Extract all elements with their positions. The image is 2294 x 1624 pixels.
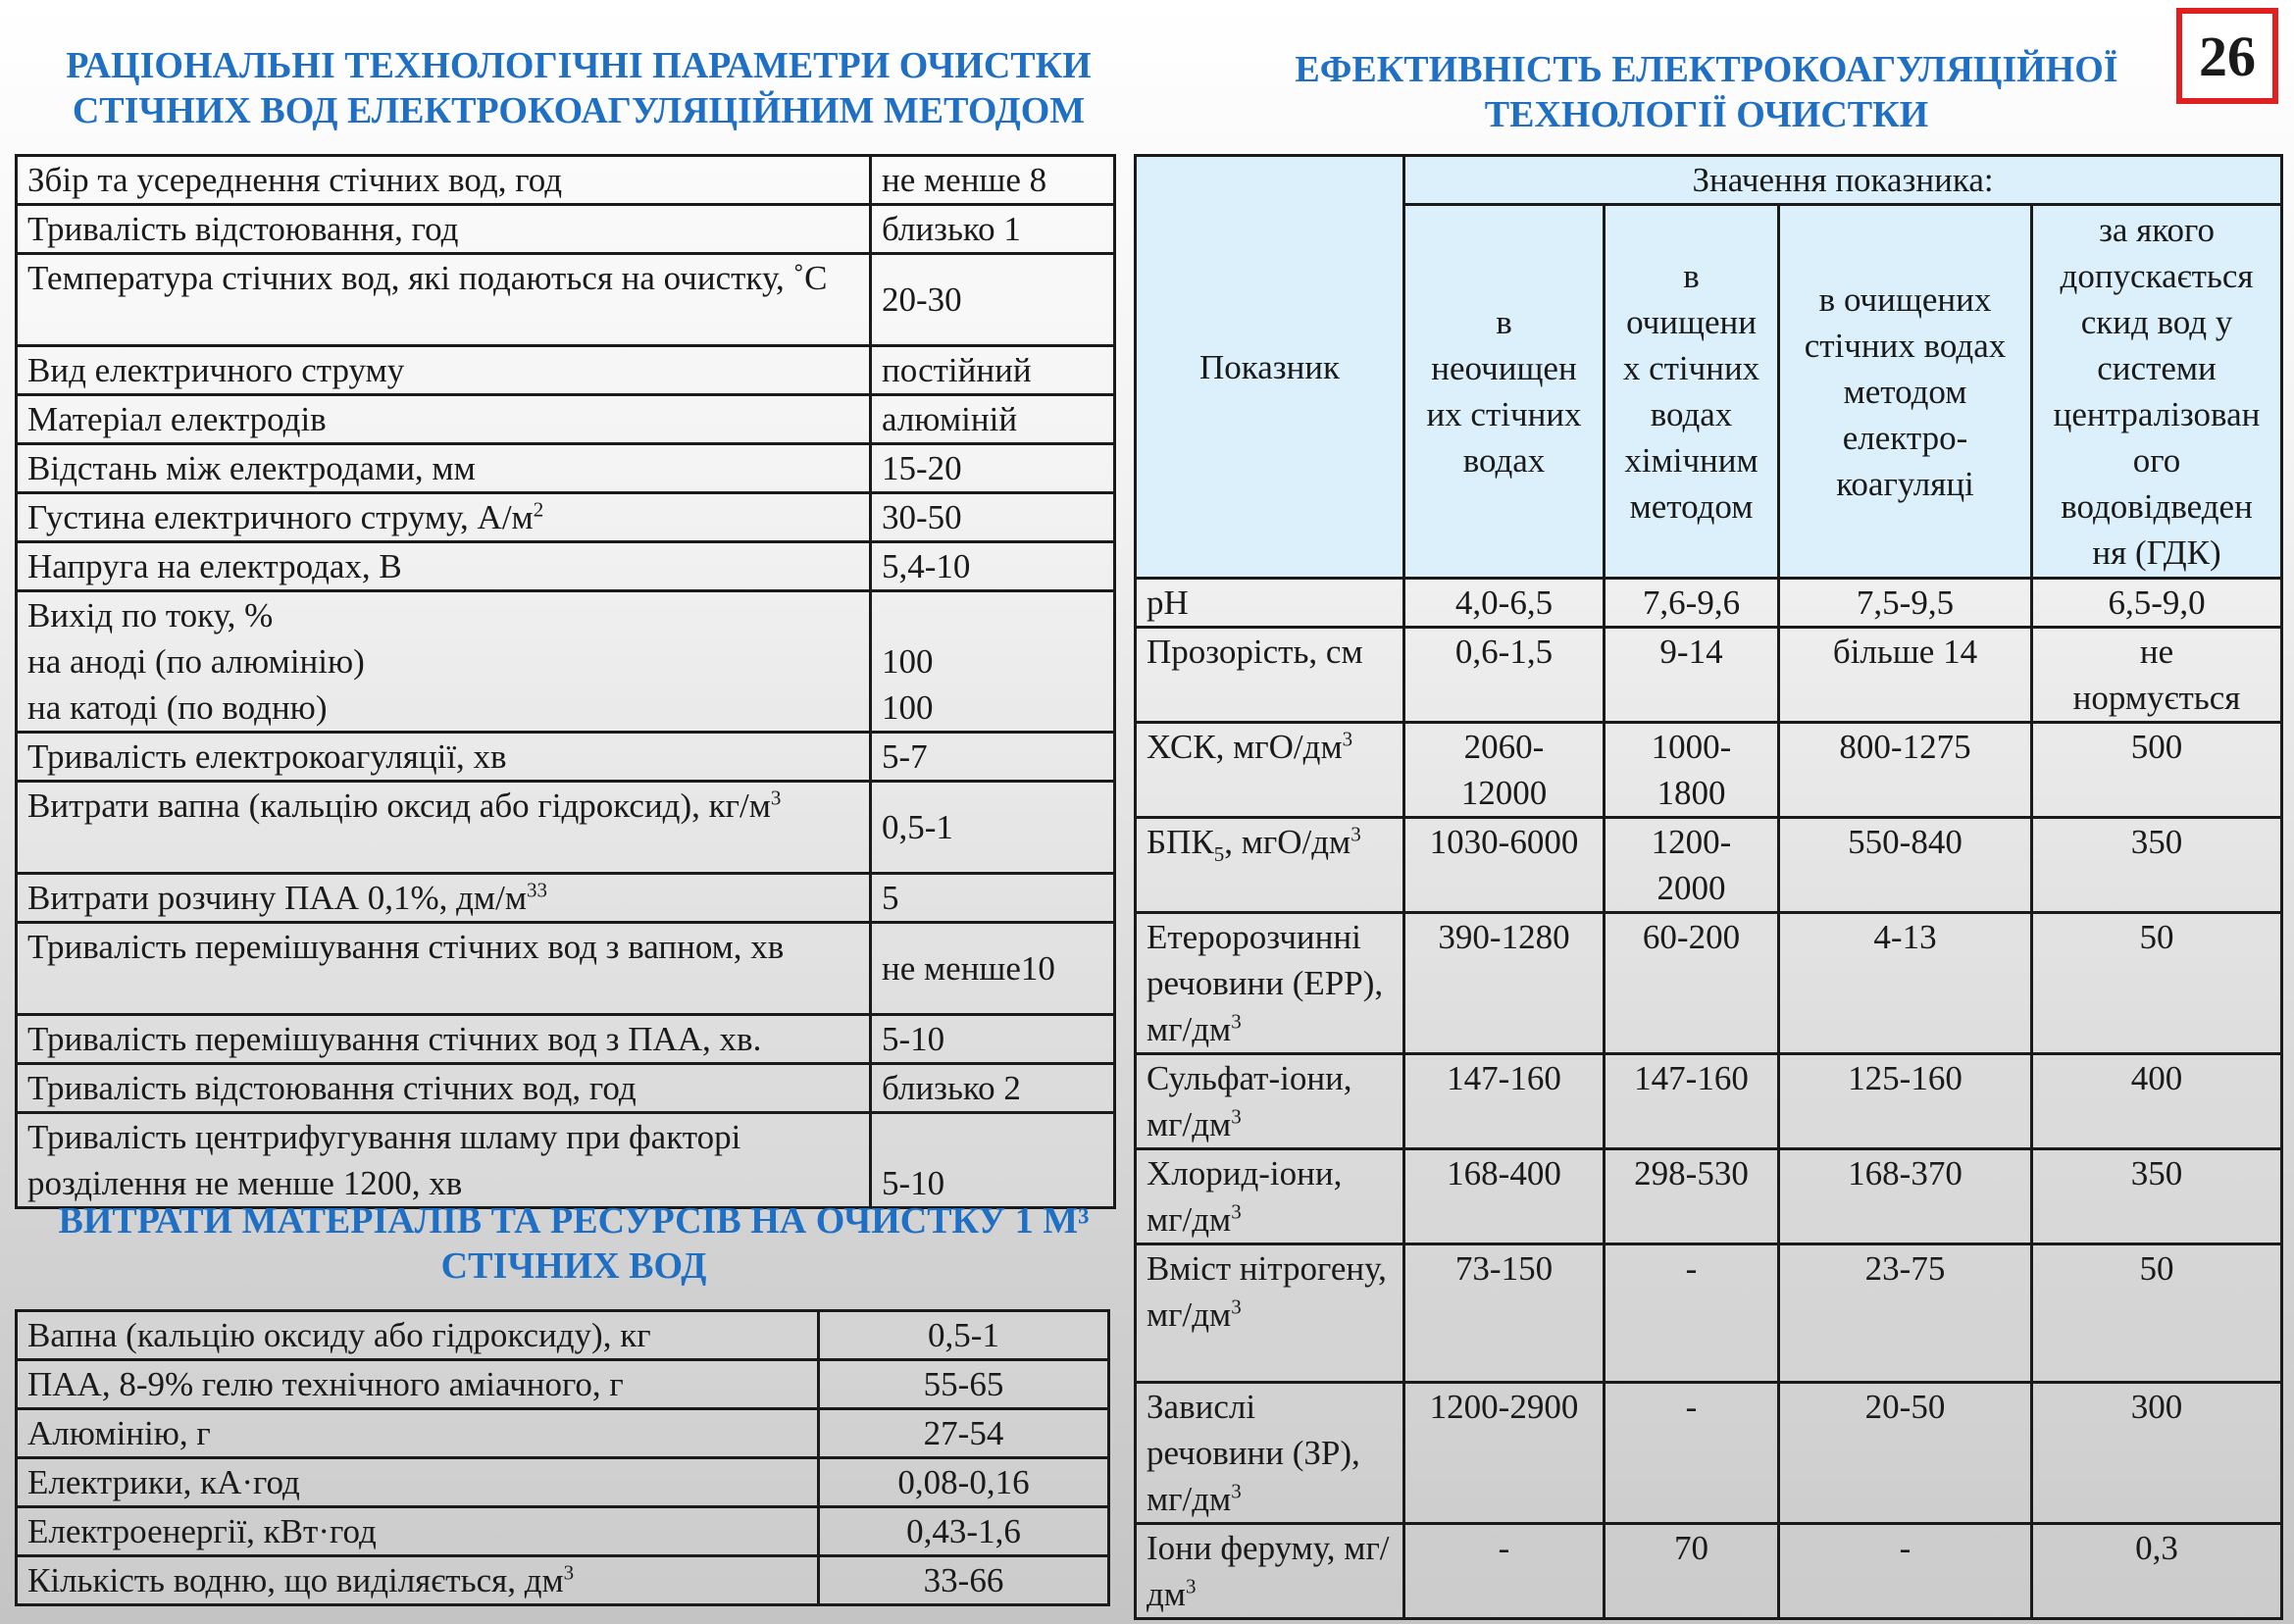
indicator-name [1136,579,1404,628]
value-line: - [1685,1388,1698,1426]
value-line: 73-150 [1454,1249,1554,1288]
header-col-line: ня (ГДК) [2092,533,2221,572]
value-line: 500 [2130,728,2183,766]
indicator-value [1779,579,2032,628]
efficiency-row [1136,1383,2282,1524]
header-col-line: коагуляці [1836,464,1974,503]
header-col-line: водах [1462,441,1546,480]
param-value [871,1015,1115,1064]
param-name [17,591,871,733]
indicator-value [1605,1149,1779,1244]
efficiency-row [1136,1244,2282,1383]
param-value-text: близько 1 [882,210,1021,248]
cell-text: Витрати розчину ПАА 0,1%, дм [27,879,496,917]
resource-name [17,1507,819,1556]
indicator-name [1136,723,1404,818]
params-row [17,444,1115,493]
value-line: 20-50 [1864,1388,1946,1426]
params-heading [39,43,1118,133]
param-value-text: 30-50 [882,498,962,536]
params-row [17,346,1115,395]
value-line: 60-200 [1642,918,1741,956]
cell-text: Хлорид-іони, мг/дм [1147,1154,1343,1239]
indicator-value [2032,1524,2282,1619]
indicator-value [1404,628,1605,723]
param-name [17,395,871,444]
header-col-line: ого [2132,441,2181,480]
indicator-value [1404,818,1605,913]
indicator-value [2032,628,2282,723]
indicator-value [1605,1383,1779,1524]
cell-text: Збір та усереднення стічних вод, год [27,161,563,199]
indicator-value [1779,723,2032,818]
value-line: 7,6-9,6 [1642,584,1741,622]
cell-text: Витрати вапна (кальцію оксид або гідроксид), кг/м [27,787,771,825]
superscript: 3 [563,1560,575,1585]
value-line: 12000 [1460,774,1548,812]
params-row [17,923,1115,1015]
value-line: 147-160 [1447,1059,1561,1097]
cell-text: Тривалість відстоювання стічних вод, год [27,1069,637,1107]
value-line: не [2139,633,2174,671]
cell-text: ПАА, 8-9% гелю технічного аміачного, г [27,1365,624,1403]
cell-text: Завислі речовини (ЗР), мг/дм [1147,1388,1360,1518]
param-value-line: 100 [882,688,934,727]
indicator-value [1779,1054,2032,1149]
value-line: 70 [1674,1529,1708,1567]
cell-text: Вапна (кальцію оксиду або гідроксиду), кг [27,1316,651,1354]
params-heading-line2: СТІЧНИХ ВОД ЕЛЕКТРОКОАГУЛЯЦІЙНИМ МЕТОДОМ [72,90,1086,131]
resource-name [17,1458,819,1507]
params-row [17,542,1115,591]
cell-text: рН [1147,584,1189,622]
indicator-value [1404,1149,1605,1244]
value-line: 125-160 [1848,1059,1963,1097]
header-col-line: в [1496,303,1512,341]
indicator-value [1779,1383,2032,1524]
params-row [17,395,1115,444]
indicator-name [1136,1524,1404,1619]
value-line: 800-1275 [1839,728,1971,766]
cell-text: Тривалість відстоювання, год [27,210,459,248]
value-line: 0,6-1,5 [1454,633,1554,671]
resources-table [15,1309,1110,1606]
value-line: 0,3 [2135,1529,2178,1567]
indicator-value [2032,1054,2282,1149]
params-row [17,493,1115,542]
page-number: 26 [2176,8,2278,104]
header-col-line: централізован [2053,395,2261,433]
param-name [17,156,871,205]
value-line: 1030-6000 [1429,823,1579,861]
indicator-value [2032,913,2282,1054]
value-line: 550-840 [1848,823,1963,861]
superscript: 3 [536,878,547,902]
indicator-name [1136,1054,1404,1149]
param-value [871,493,1115,542]
indicator-value [1779,818,2032,913]
resource-row [17,1507,1109,1556]
header-col-line: за якого [2099,211,2215,249]
resource-row [17,1311,1109,1360]
indicator-value [2032,818,2282,913]
cell-text: Кількість водню, що виділяється, дм [27,1561,564,1599]
param-value-text: 5 [882,879,899,917]
param-value [871,782,1115,874]
cell-text: Електрики, кА·год [27,1463,300,1501]
cell-text: Тривалість центрифугування шламу при факторі розділення не менше 1200, хв [27,1118,741,1202]
param-value-text: 0,5-1 [882,808,953,846]
params-row [17,156,1115,205]
cell-text: Вміст нітрогену, мг/дм [1147,1249,1387,1334]
resource-value: 27-54 [819,1409,1109,1458]
efficiency-row [1136,913,2282,1054]
value-line: 1000- [1651,728,1732,766]
superscript: 3 [1231,1294,1242,1319]
param-name [17,493,871,542]
param-name [17,923,871,1015]
value-line: 50 [2139,918,2174,956]
cell-text: Напруга на електродах, В [27,547,402,585]
header-col-line: их стічних [1426,395,1582,433]
indicator-value [1779,1244,2032,1383]
param-name [17,1113,871,1208]
header-col-line: очищени [1626,303,1757,341]
param-value [871,1113,1115,1208]
param-value [871,874,1115,923]
resource-value: 0,08-0,16 [819,1458,1109,1507]
cell-text: Тривалість перемішування стічних вод з ПАА, хв. [27,1020,762,1058]
param-value-text: не менше 8 [882,161,1047,199]
cell-text: Відстань між електродами, мм [27,449,476,487]
value-line: 300 [2130,1388,2183,1426]
param-value [871,395,1115,444]
indicator-value [1605,913,1779,1054]
superscript: 3 [526,878,537,902]
value-line: 1200- [1651,823,1732,861]
param-value [871,542,1115,591]
value-line: 298-530 [1634,1154,1749,1193]
header-indicator: Показник [1136,156,1404,579]
header-col-line: х стічних [1622,349,1760,387]
cell-text: Густина електричного струму, А/м [27,498,534,536]
params-row [17,1064,1115,1113]
value-line: 1200-2900 [1429,1388,1579,1426]
param-name-line: на аноді (по алюмінію) [27,642,365,681]
value-line: більше 14 [1832,633,1978,671]
header-col-untreated [1404,205,1605,579]
header-col-chemical [1605,205,1779,579]
superscript: 3 [1231,1009,1242,1034]
param-name [17,346,871,395]
param-value [871,1064,1115,1113]
resource-value: 33-66 [819,1556,1109,1605]
superscript: 2 [533,497,544,522]
indicator-value [1779,1149,2032,1244]
cell-text: Вид електричного струму [27,351,405,389]
params-row [17,782,1115,874]
param-name-line: на катоді (по водню) [27,688,328,727]
resource-value: 0,43-1,6 [819,1507,1109,1556]
cell-text-mid: /м [495,879,527,917]
resource-row [17,1458,1109,1507]
param-name [17,1064,871,1113]
header-col-line: в [1683,257,1700,295]
efficiency-row [1136,579,2282,628]
efficiency-row [1136,1149,2282,1244]
param-value [871,733,1115,782]
header-col-limit [2032,205,2282,579]
resource-row [17,1409,1109,1458]
header-col-line: методом [1629,487,1754,526]
resource-row [17,1360,1109,1409]
indicator-value [2032,1149,2282,1244]
superscript: 3 [1185,1574,1197,1599]
cell-text: БПК [1147,823,1214,861]
value-line: 350 [2130,823,2183,861]
header-col-line: електро- [1842,418,1968,457]
param-value-text: алюміній [882,400,1018,438]
param-value-line: 100 [882,642,934,681]
param-name [17,874,871,923]
cell-text-mid: , мгО/дм [1224,823,1351,861]
value-line: 4,0-6,5 [1454,584,1554,622]
superscript: 3 [1231,1479,1242,1503]
param-value-text: 5-10 [882,1020,945,1058]
value-line: 168-370 [1848,1154,1963,1193]
value-line: 2000 [1657,869,1726,907]
header-col-line: водовідведен [2061,487,2253,526]
indicator-name [1136,913,1404,1054]
param-value-text: 20-30 [882,280,962,319]
param-value [871,346,1115,395]
header-col-line: стічних водах [1804,326,2007,365]
params-row [17,205,1115,254]
value-line: 7,5-9,5 [1856,584,1955,622]
indicator-value [1779,1524,2032,1619]
param-value-text: 5-10 [882,1164,945,1202]
resource-name [17,1409,819,1458]
efficiency-heading [1265,47,2148,137]
param-value [871,923,1115,1015]
value-line: - [1899,1529,1912,1567]
param-name [17,254,871,346]
value-line: 168-400 [1447,1154,1561,1193]
indicator-value [1404,1383,1605,1524]
resource-value: 55-65 [819,1360,1109,1409]
params-row [17,1113,1115,1208]
indicator-value [1605,1054,1779,1149]
header-values: Значення показника: [1404,156,2282,205]
header-col-line: хімічним [1624,441,1759,480]
efficiency-table [1134,154,2283,1620]
cell-text: Електроенергії, кВт·год [27,1512,377,1550]
indicator-value [1404,1524,1605,1619]
params-row [17,874,1115,923]
value-line: 400 [2130,1059,2183,1097]
superscript: 3 [1342,727,1353,751]
param-value [871,156,1115,205]
cell-text: Сульфат-іони, мг/дм [1147,1059,1352,1143]
param-value-line [882,592,1103,638]
superscript: 3 [1351,822,1361,846]
indicator-name [1136,818,1404,913]
params-table [15,154,1116,1209]
efficiency-row [1136,1524,2282,1619]
value-line: - [1685,1249,1698,1288]
param-value [871,444,1115,493]
resources-heading [29,1198,1118,1289]
value-line: 23-75 [1864,1249,1946,1288]
indicator-name [1136,1383,1404,1524]
params-row [17,733,1115,782]
indicator-value [2032,1383,2282,1524]
cell-text: Тривалість перемішування стічних вод з вапном, хв [27,928,785,966]
indicator-value [2032,723,2282,818]
param-name [17,444,871,493]
params-row [17,1015,1115,1064]
value-line: 4-13 [1873,918,1937,956]
indicator-name [1136,1149,1404,1244]
cell-text: Прозорість, см [1147,633,1363,671]
efficiency-row [1136,628,2282,723]
params-row [17,591,1115,733]
indicator-value [1404,1054,1605,1149]
indicator-value [1404,913,1605,1054]
superscript: 3 [1231,1199,1242,1224]
indicator-value [1605,723,1779,818]
param-value-text: 5-7 [882,737,928,776]
header-col-line: допускається [2060,257,2254,295]
cell-text: Матеріал електродів [27,400,327,438]
param-name [17,205,871,254]
indicator-value [1605,579,1779,628]
efficiency-row [1136,818,2282,913]
param-value [871,254,1115,346]
header-col-line: скид вод у [2080,303,2233,341]
header-col-line: системи [2097,349,2217,387]
value-line: нормується [2072,679,2241,717]
resources-heading-line1: ВИТРАТИ МАТЕРІАЛІВ ТА РЕСУРСІВ НА ОЧИСТКУ 1 М³ [58,1200,1090,1242]
cell-text: Алюмінію, г [27,1414,211,1452]
indicator-value [1779,913,2032,1054]
efficiency-row [1136,723,2282,818]
superscript: 3 [1231,1104,1242,1129]
cell-text: Температура стічних вод, які подаються на очистку, ˚С [27,259,828,297]
efficiency-row [1136,1054,2282,1149]
cell-text: Іони феруму, мг/дм [1147,1529,1390,1613]
param-value [871,591,1115,733]
indicator-value [1605,1244,1779,1383]
header-col-line: водах [1650,395,1733,433]
value-line: 390-1280 [1438,918,1570,956]
cell-text: Тривалість електрокоагуляції, хв [27,737,507,776]
param-name [17,542,871,591]
resource-value: 0,5-1 [819,1311,1109,1360]
indicator-value [1404,723,1605,818]
value-line: 2060- [1463,728,1545,766]
value-line: - [1498,1529,1510,1567]
header-col-line: неочищен [1431,349,1577,387]
value-line: 6,5-9,0 [2108,584,2206,622]
header-col-electrocoagulation [1779,205,2032,579]
resource-name [17,1311,819,1360]
params-row [17,254,1115,346]
param-name [17,782,871,874]
param-value-text: близько 2 [882,1069,1021,1107]
header-col-line: в очищених [1818,279,1992,319]
indicator-value [2032,1244,2282,1383]
params-heading-line1: РАЦІОНАЛЬНІ ТЕХНОЛОГІЧНІ ПАРАМЕТРИ ОЧИСТКИ [66,45,1092,86]
indicator-name [1136,1244,1404,1383]
efficiency-heading-line1: ЕФЕКТИВНІСТЬ ЕЛЕКТРОКОАГУЛЯЦІЙНОЇ [1295,49,2118,90]
resources-heading-line2: СТІЧНИХ ВОД [440,1245,707,1287]
param-value-text: постійний [882,351,1032,389]
resource-row [17,1556,1109,1605]
indicator-value [1605,1524,1779,1619]
value-line: 9-14 [1659,633,1723,671]
value-line: 1800 [1657,774,1726,812]
param-name [17,733,871,782]
value-line: 350 [2130,1154,2183,1193]
header-col-line: методом [1843,372,1967,411]
param-name-line: Вихід по току, % [27,596,274,634]
indicator-value [1605,818,1779,913]
param-name [17,1015,871,1064]
superscript: 3 [770,786,782,810]
subscript: 5 [1213,842,1225,866]
indicator-value [1404,579,1605,628]
indicator-value [1605,628,1779,723]
param-value [871,205,1115,254]
indicator-value [1404,1244,1605,1383]
indicator-value [2032,579,2282,628]
param-value-text: 15-20 [882,449,962,487]
indicator-value [1779,628,2032,723]
cell-text: Етеророзчинні речовини (ЕРР), мг/дм [1147,918,1384,1048]
value-line: 147-160 [1634,1059,1749,1097]
value-line: 50 [2139,1249,2174,1288]
resource-name [17,1556,819,1605]
indicator-name [1136,628,1404,723]
resource-name [17,1360,819,1409]
param-value-text: не менше10 [882,949,1055,988]
efficiency-heading-line2: ТЕХНОЛОГІЇ ОЧИСТКИ [1484,94,1929,135]
param-value-text: 5,4-10 [882,547,971,585]
cell-text: ХСК, мгО/дм [1147,728,1343,766]
